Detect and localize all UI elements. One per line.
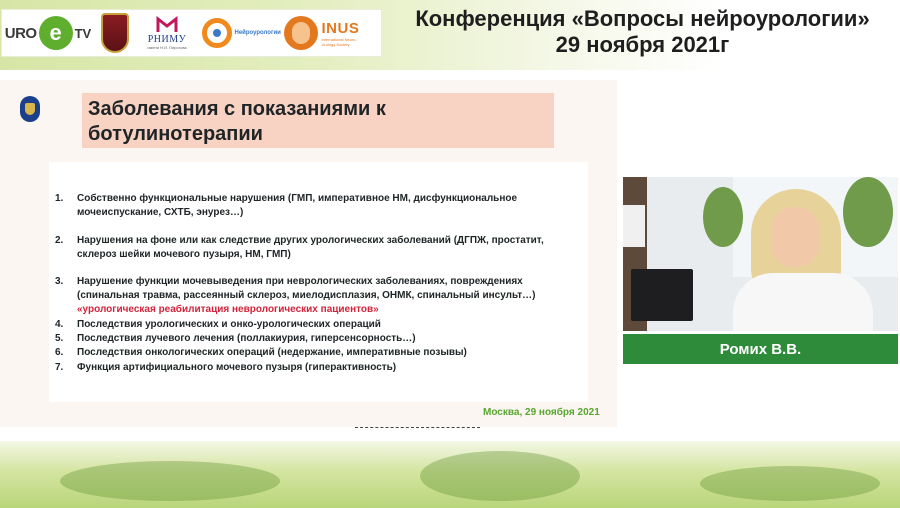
slide-content <box>49 162 588 402</box>
crest-icon <box>101 13 129 53</box>
list-item-number: 3. <box>55 276 64 287</box>
list-item-text: Последствия онкологических операций (недержание, императивные позывы) <box>77 347 467 358</box>
speaker-face <box>771 207 819 267</box>
list-item-highlight: «урологическая реабилитация неврологических пациентов» <box>77 304 379 315</box>
list-item-number: 4. <box>55 319 64 330</box>
slide-title: Заболевания с показаниями к ботулинотерапии <box>88 98 386 145</box>
speaker-name-plate: Ромих В.В. <box>623 334 898 364</box>
partner-logos <box>2 10 381 56</box>
rnimu-logo <box>136 10 198 56</box>
plant-left <box>703 187 743 247</box>
brain-icon <box>284 16 318 50</box>
rnimu-mark-icon <box>156 16 178 34</box>
speaker-video <box>623 177 898 331</box>
presentation-slide <box>0 80 617 427</box>
list-item-number: 7. <box>55 362 64 373</box>
urotv-logo-tv: TV <box>74 25 92 41</box>
urotv-logo <box>2 10 94 56</box>
slide-city-date: Москва, 29 ноября 2021 <box>483 407 600 418</box>
neuro-logo-text: Нейроурологии <box>234 29 281 36</box>
conference-date: 29 ноября 2021г <box>555 32 730 57</box>
list-item-text: Нарушение функции мочевыведения при неврологических заболеваниях, повреждениях (спинальная травма, рассеянный склероз, миелодисплазия, ОНМК, спинальный инсульт…) <box>77 276 536 301</box>
footer-shape <box>700 466 880 501</box>
rnimu-logo-text: РНИМУ <box>147 34 187 45</box>
inus-logo-title: INUS <box>321 19 360 37</box>
neuro-logo <box>198 10 281 56</box>
video-box <box>623 205 645 247</box>
footer-shape <box>60 461 280 501</box>
plant-right <box>843 177 893 247</box>
slide-footer-divider <box>355 427 480 429</box>
urotv-logo-uro: URO <box>4 24 37 42</box>
inus-logo <box>278 10 373 56</box>
list-item-number: 1. <box>55 193 64 204</box>
speaker-body <box>733 273 873 331</box>
list-item-text: Последствия урологических и онко-урологических операций <box>77 319 381 330</box>
list-item-text: Собственно функциональные нарушения (ГМП, императивное НМ, дисфункциональное мочеиспускание, СХТБ, энурез…) <box>77 193 518 218</box>
conference-title <box>390 6 895 58</box>
footer-band <box>0 441 900 508</box>
conference-title-line1: Конференция «Вопросы нейроурологии» <box>415 6 870 31</box>
neuro-circle-icon <box>202 18 232 48</box>
inus-logo-subtitle: International Neuro-Urology Society <box>321 36 357 47</box>
video-monitor <box>631 269 693 321</box>
list-item-text: Функция артифициального мочевого пузыря (гиперактивность) <box>77 362 397 373</box>
list-item-number: 6. <box>55 347 64 358</box>
list-item-number: 5. <box>55 333 64 344</box>
rnimu-logo-subtext: имени Н.И. Пирогова <box>147 45 187 50</box>
list-item-number: 2. <box>55 235 64 246</box>
list-item-text: Последствия лучевого лечения (поллакиурия, гиперсенсорность…) <box>77 333 416 344</box>
urotv-logo-e: e <box>39 16 73 50</box>
footer-shape <box>420 451 580 501</box>
university-crest-logo <box>94 10 136 56</box>
slide-crest-icon <box>20 96 40 122</box>
slide-title-box <box>82 93 554 148</box>
list-item-text: Нарушения на фоне или как следствие других урологических заболеваний (ДГПЖ, простатит, склероз шейки мочевого пузыря, НМ, ГМП) <box>77 235 544 260</box>
